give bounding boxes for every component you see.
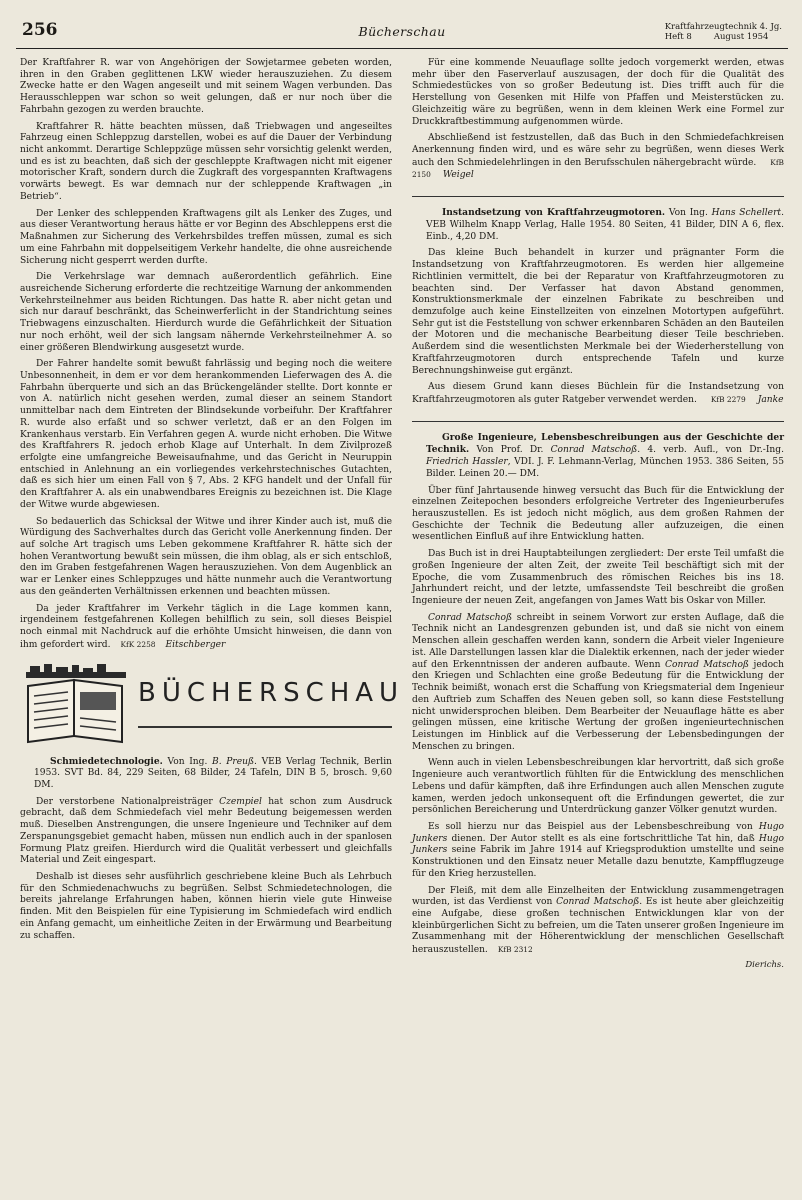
paragraph: Das kleine Buch behandelt in kurzer und prägnanter Form die Instandsetzung von Kraftfahrzeugmotoren. Es werden hier allgemeine Richtlinien vermittelt, die bei der Reparatur von Kraftfahrzeugmotoren zu beachten sind. Der Verfasser hat davon Abstand genommen, Konstruktionsmerkmale der einzelnen Fabrikate zu beschreiben und demzufolge auch keine Einstellzeiten von einzelnen Motortypen aufgeführt. Sehr gut ist die Feststellung von schwer erkennbaren Schäden an den Bauteilen der Motoren und die mechanische Bearbeitung dieser Teile beschrieben. Außerdem sind die wesentlichsten Merkmale bei der Wiederherstellung von Kraftfahrzeugmotoren durch entsprechende Tafeln und kurze Berechnungshinweise gut ergänzt.: [412, 248, 784, 376]
person-name: Conrad Matschoß: [556, 897, 640, 908]
book-title: Schmiedetechnologie.: [50, 755, 163, 767]
book-author: Friedrich Hassler: [426, 457, 508, 468]
reviewer-name: Janke: [757, 394, 784, 405]
book-author: Hans Schellert: [711, 208, 782, 219]
book-details: , VDI. J. F. Lehmann-Verlag, München 1953. 386 Seiten, 55 Bilder. Leinen 20.— DM.: [426, 457, 785, 479]
author-prefix: Von Ing.: [668, 208, 708, 219]
page-number: 256: [22, 20, 58, 40]
divider: [138, 726, 392, 728]
text: . Es ist heute aber gleichzeitig eine Aufgabe, diese großen technischen Entwicklungen klar von der kleinbürgerlichen Sicht zu befreien, um die Taten unserer großen Ingenieure im Zusammenhang mit der Höherentwicklung der menschlichen Gesellschaft herauszustellen.: [412, 897, 784, 956]
paragraph: [20, 797, 392, 867]
review-code: KfB 2279: [710, 394, 746, 404]
paragraph: [412, 822, 784, 881]
text: schreibt in seinem Vorwort zur ersten Auflage, daß die Technik nicht an Landesgrenzen gebunden ist, und daß sie nicht von einem Menschen allein geschaffen werden kann, sondern die Arbeit vieler Ingenieure ist. Alle Darstellungen lassen klar die Dialektik erkennen, nach der jeder wieder auf den Erkenntnissen der anderen aufbaute. Wenn: [412, 612, 784, 670]
text: Es soll hierzu nur das Beispiel aus der Lebensbeschreibung von: [428, 821, 753, 832]
text: hat schon zum Ausdruck gebracht, daß dem Schmiedefach viel mehr Bedeutung beigemessen werden muß. Dieselben Anstrengungen, die unsere Ingenieure und Techniker auf dem Zerspanungsgebiet gemacht haben, müssen nun endlich auch in der spanlosen Formung Platz greifen. Hierdurch wird die Qualität verbessert und gleichfalls Material und Zeit eingespart.: [20, 796, 392, 866]
right-column: [412, 58, 784, 976]
text: Der verstorbene Nationalpreisträger: [36, 796, 213, 807]
paragraph: [412, 613, 784, 754]
paragraph: Das Buch ist in drei Hauptabteilungen zergliedert: Der erste Teil umfaßt die großen Ingenieure der alten Zeit, der zweite Teil beschäftigt sich mit der Epoche, die vom Zusammenbruch des römischen Reiches bis ins 18. Jahrhundert reicht, und der letzte, umfassendste Teil beschreibt die großen Ingenieure der neuen Zeit, angefangen von James Watt bis Oskar von Miller.: [412, 549, 784, 607]
paragraph: Wenn auch in vielen Lebensbeschreibungen klar hervortritt, daß sich große Ingenieure auch verantwortlich fühlten für die Entwicklung des menschlichen Lebens und dafür kämpften, daß ihre Erfindungen auch allen Menschen zugute kamen, werden jedoch unkonsequent oft die Erfindungen gewertet, die zur persönlichen Bereicherung und Unterdrückung ganzer Völker genutzt wurden.: [412, 758, 784, 816]
issue-number: Heft 8: [664, 32, 692, 42]
paragraph: Für eine kommende Neuauflage sollte jedoch vorgemerkt werden, etwas mehr über den Faserverlauf auszusagen, der doch für die Qualität des Schmiedestückes von so großer Bedeutung ist. Dies trifft auch für die Herstellung von Gesenken mit Hilfe von Pfaffen und Meisterstücken zu. Gleichzeitig wäre zu begrüßen, wenn in dem kleinen Werk eine Formel zur Druckkraftbestimmung aufgenommen würde.: [412, 58, 784, 127]
paragraph: [412, 382, 784, 406]
paragraph-text: Da jeder Kraftfahrer im Verkehr täglich in die Lage kommen kann, irgendeinem festgefahrenen Kollegen behilflich zu sein, soll dieses Beispiel noch einmal mit Nachdruck auf die erhöhte Umsicht hinweisen, die dann von ihm gefordert wird.: [20, 603, 392, 650]
review-code: KfB 2312: [497, 945, 533, 955]
review-code: KfB 2150: [412, 157, 784, 180]
section-title: Bücherschau: [358, 24, 446, 39]
reviewer-name: Dierichs.: [745, 959, 784, 970]
author-prefix: Von Ing.: [167, 756, 208, 767]
paragraph: Die Verkehrslage war demnach außerordentlich gefährlich. Eine ausreichende Sicherung erforderte die rechtzeitige Warnung der ankommenden Verkehrsteilnehmer aus beiden Richtungen. Das hatte R. aber nicht getan und sich nur darauf beschränkt, das Scheinwerferlicht in der Standrichtung seines Triebwagens einzuschalten. Hierdurch wurde die Gefährlichkeit der Situation nur noch erhöht, weil der sich langsam nähernde Verkehrsteilnehmer A. so einer größeren Blendwirkung ausgesetzt wurde.: [20, 272, 392, 353]
paragraph: So bedauerlich das Schicksal der Witwe und ihrer Kinder auch ist, muß die Würdigung des Sachverhaltes durch das Gericht volle Anerkennung finden. Der auf solche Art tragisch ums Leben gekommene Kraftfahrer R. hätte sich der hohen Verantwortung bewußt sein müssen, die ihm oblag, als er sich entschloß, den im Graben festgefahrenen Wagen herauszuziehen. Von dem Augenblick an war er Lenker eines Schleppzuges und hätte nunmehr auch die Verantwortung aus den geänderten Verhältnissen erkennen und beachten müssen.: [20, 516, 392, 597]
left-column: [20, 58, 405, 947]
paragraph: [412, 886, 784, 957]
text: dienen. Der Autor stellt es als eine fortschrittliche Tat hin, daß: [451, 833, 755, 844]
book-author: B. Preuß: [212, 756, 255, 767]
journal-info: [665, 22, 782, 42]
text: jedoch den Kriegen und Schlachten eine große Bedeutung für die Entwicklung der Technik beimißt, wonach erst die Schaffung von Kriegsmaterial dem Ingenieur den Auftrieb zum Schaffen des Neuen geben soll, so kann diese Feststellung nicht unwidersprochen bleiben. Dem Bearbeiter der Neuauflage hätte es aber gelingen müssen, eine kritische Wertung der großen ingenieurtechnischen Leistungen im Hinblick auf die Verbesserung der Lebensbedingungen der Menschen zu bringen.: [412, 659, 784, 752]
review-header: [412, 207, 784, 243]
paragraph: Kraftfahrer R. hätte beachten müssen, daß Triebwagen und angeseiltes Fahrzeug einen Schleppzug darstellen, wobei es auf die Dauer der Verbindung nicht ankommt. Derartige Schleppzüge müssen sehr vorsichtig gelenkt werden, und es ist zu beachten, daß sich der geschleppte Kraftwagen nicht mit eigener motorischer Kraft, sondern durch die Zugkraft des vorgespannten Kraftwagens vorwärts bewegt. Es war demnach nur der schleppende Kraftwagen „in Betrieb“.: [20, 121, 392, 202]
reviewer-name: Weigel: [442, 170, 474, 181]
person-name: Conrad Matschoß: [428, 612, 513, 623]
journal-name: Kraftfahrzeugtechnik 4. Jg.: [664, 22, 782, 32]
text: Abschließend ist festzustellen, daß das Buch in den Schmiedefachkreisen Anerkennung finden wird, und es wäre sehr zu begrüßen, wenn dieses Werk auch den Schmiedelehrlingen in den Berufsschulen nähergebracht würde.: [412, 133, 784, 168]
paragraph: Über fünf Jahrtausende hinweg versucht das Buch für die Entwicklung der einzelnen Zeitepochen besonders erfolgreiche Vertreter des Ingenieurberufes herauszustellen. Es ist jedoch nicht möglich, aus dem großen Rahmen der Geschichte der Technik die Bedeutung aller aufzuzeigen, die einen wesentlichen Einfluß auf ihre Entwicklung hatten.: [412, 485, 784, 543]
page-header: [16, 18, 788, 49]
paragraph: Der Fahrer handelte somit bewußt fahrlässig und beging noch die weitere Unbesonnenheit, in dem er vor dem herankommenden Lieferwagen des A. die Fahrbahn überquerte und sich an das Brückengeländer stellte. Dort konnte er von A. natürlich nicht gesehen werden, zumal dieser an seinem Standort unmittelbar nach dem Eintreten der Blindsekunde vorbeifuhr. Der Kraftfahrer R. wurde also erfaßt und so schwer verletzt, daß er an den Folgen im Krankenhaus verstarb. Ein Verfahren gegen A. wurde nicht erhoben. Die Witwe des Kraftfahrers R. jedoch erhob Klage auf Unterhalt. In dem Zivilprozeß erfolgte eine umfangreiche Beweisaufnahme, und das Gericht in Neuruppin entschied in Anlehnung an ein vorliegendes verkehrstechnisches Gutachten, daß es sich hier um einen Fall von § 7, Abs. 2 KFG handelt und der Unfall für den Kraftfahrer A. als ein unabwendbares Ereignis zu bezeichnen ist. Die Klage der Witwe wurde abgewiesen.: [20, 359, 392, 510]
person-name: Czempiel: [219, 796, 262, 807]
paragraph: [412, 133, 784, 182]
person-name: Conrad Matschoß: [665, 659, 749, 670]
book-title: Große Ingenieure, Lebensbeschreibungen aus der Geschichte der Technik.: [426, 431, 784, 456]
text: . 4. verb. Aufl., von Dr.-Ing.: [637, 445, 784, 456]
divider: [412, 196, 784, 197]
author-prefix: Von Prof. Dr.: [476, 445, 544, 456]
book-title: Instandsetzung von Kraftfahrzeugmotoren.: [442, 207, 666, 219]
reviewer-signature: [412, 960, 784, 972]
book-details: . VEB Verlag Technik, Berlin 1953. SVT Bd. 84, 229 Seiten, 68 Bilder, 24 Tafeln, DIN B 5, brosch. 9,60 DM.: [34, 756, 392, 790]
paragraph: Der Lenker des schleppenden Kraftwagens gilt als Lenker des Zuges, und aus dieser Verantwortung heraus hätte er vor Beginn des Abschleppens erst die Maßnahmen zur Sicherung des Verkehrsbildes treffen müssen, zumal es sich um eine Fahrbahn mit doppelseitigem Verkehr handelte, die ohne ausreichende Sicherung nicht gesperrt werden durfte.: [20, 208, 392, 266]
paragraph: Deshalb ist dieses sehr ausführlich geschriebene kleine Buch als Lehrbuch für den Schmiedenachwuchs zu begrüßen. Selbst Schmiedetechnologen, die bereits jahrelange Erfahrungen haben, können hierin viele gute Hinweise finden. Mit den Beispielen für eine Typisierung im Schmiedefach wird endlich ein Anfang gemacht, um einheitliche Zeiten in der Erwärmung und Bearbeitung zu schaffen.: [20, 871, 392, 941]
text: seine Fabrik im Jahre 1914 auf Kriegsproduktion umstellte und seine Konstruktionen und den Einsatz neuer Metalle dazu benutzte, Kampfflugzeuge für den Krieg herzustellen.: [412, 845, 784, 879]
text: Der Fleiß, mit dem alle Einzelheiten der Entwicklung zusammengetragen wurden, ist das Verdienst von: [412, 885, 784, 908]
review-header: [20, 756, 392, 792]
book-author: Conrad Matschoß: [550, 445, 638, 456]
divider: [412, 421, 784, 422]
open-book-icon: [22, 664, 130, 746]
book-details: . VEB Wilhelm Knapp Verlag, Halle 1954. 80 Seiten, 41 Bilder, DIN A 6, flex. Einb., 4,20 DM.: [426, 208, 784, 242]
paragraph: Der Kraftfahrer R. war von Angehörigen der Sowjetarmee gebeten worden, ihren in den Graben geglittenen LKW wieder herauszuziehen. Zu diesem Zwecke hatte er den Wagen angeseilt und mit seinem Wagen verbunden. Das Herausschleppen war schon so weit gelungen, daß er nur noch über die Fahrbahn gezogen zu werden brauchte.: [20, 58, 392, 115]
text: Aus diesem Grund kann dieses Büchlein für die Instandsetzung von Kraftfahrzeugmotoren als guter Ratgeber verwendet werden.: [412, 382, 784, 405]
buecherschau-logo: [20, 664, 405, 748]
person-name: Hugo Junkers: [412, 821, 784, 844]
reviewer-name: Eitschberger: [165, 639, 226, 650]
buecherschau-heading: BÜCHERSCHAU: [138, 677, 405, 708]
review-code: KfK 2258: [120, 639, 156, 649]
paragraph: [20, 604, 392, 652]
review-header: [412, 432, 784, 481]
person-name: Hugo Junkers: [412, 833, 784, 856]
issue-date: August 1954: [713, 32, 769, 42]
